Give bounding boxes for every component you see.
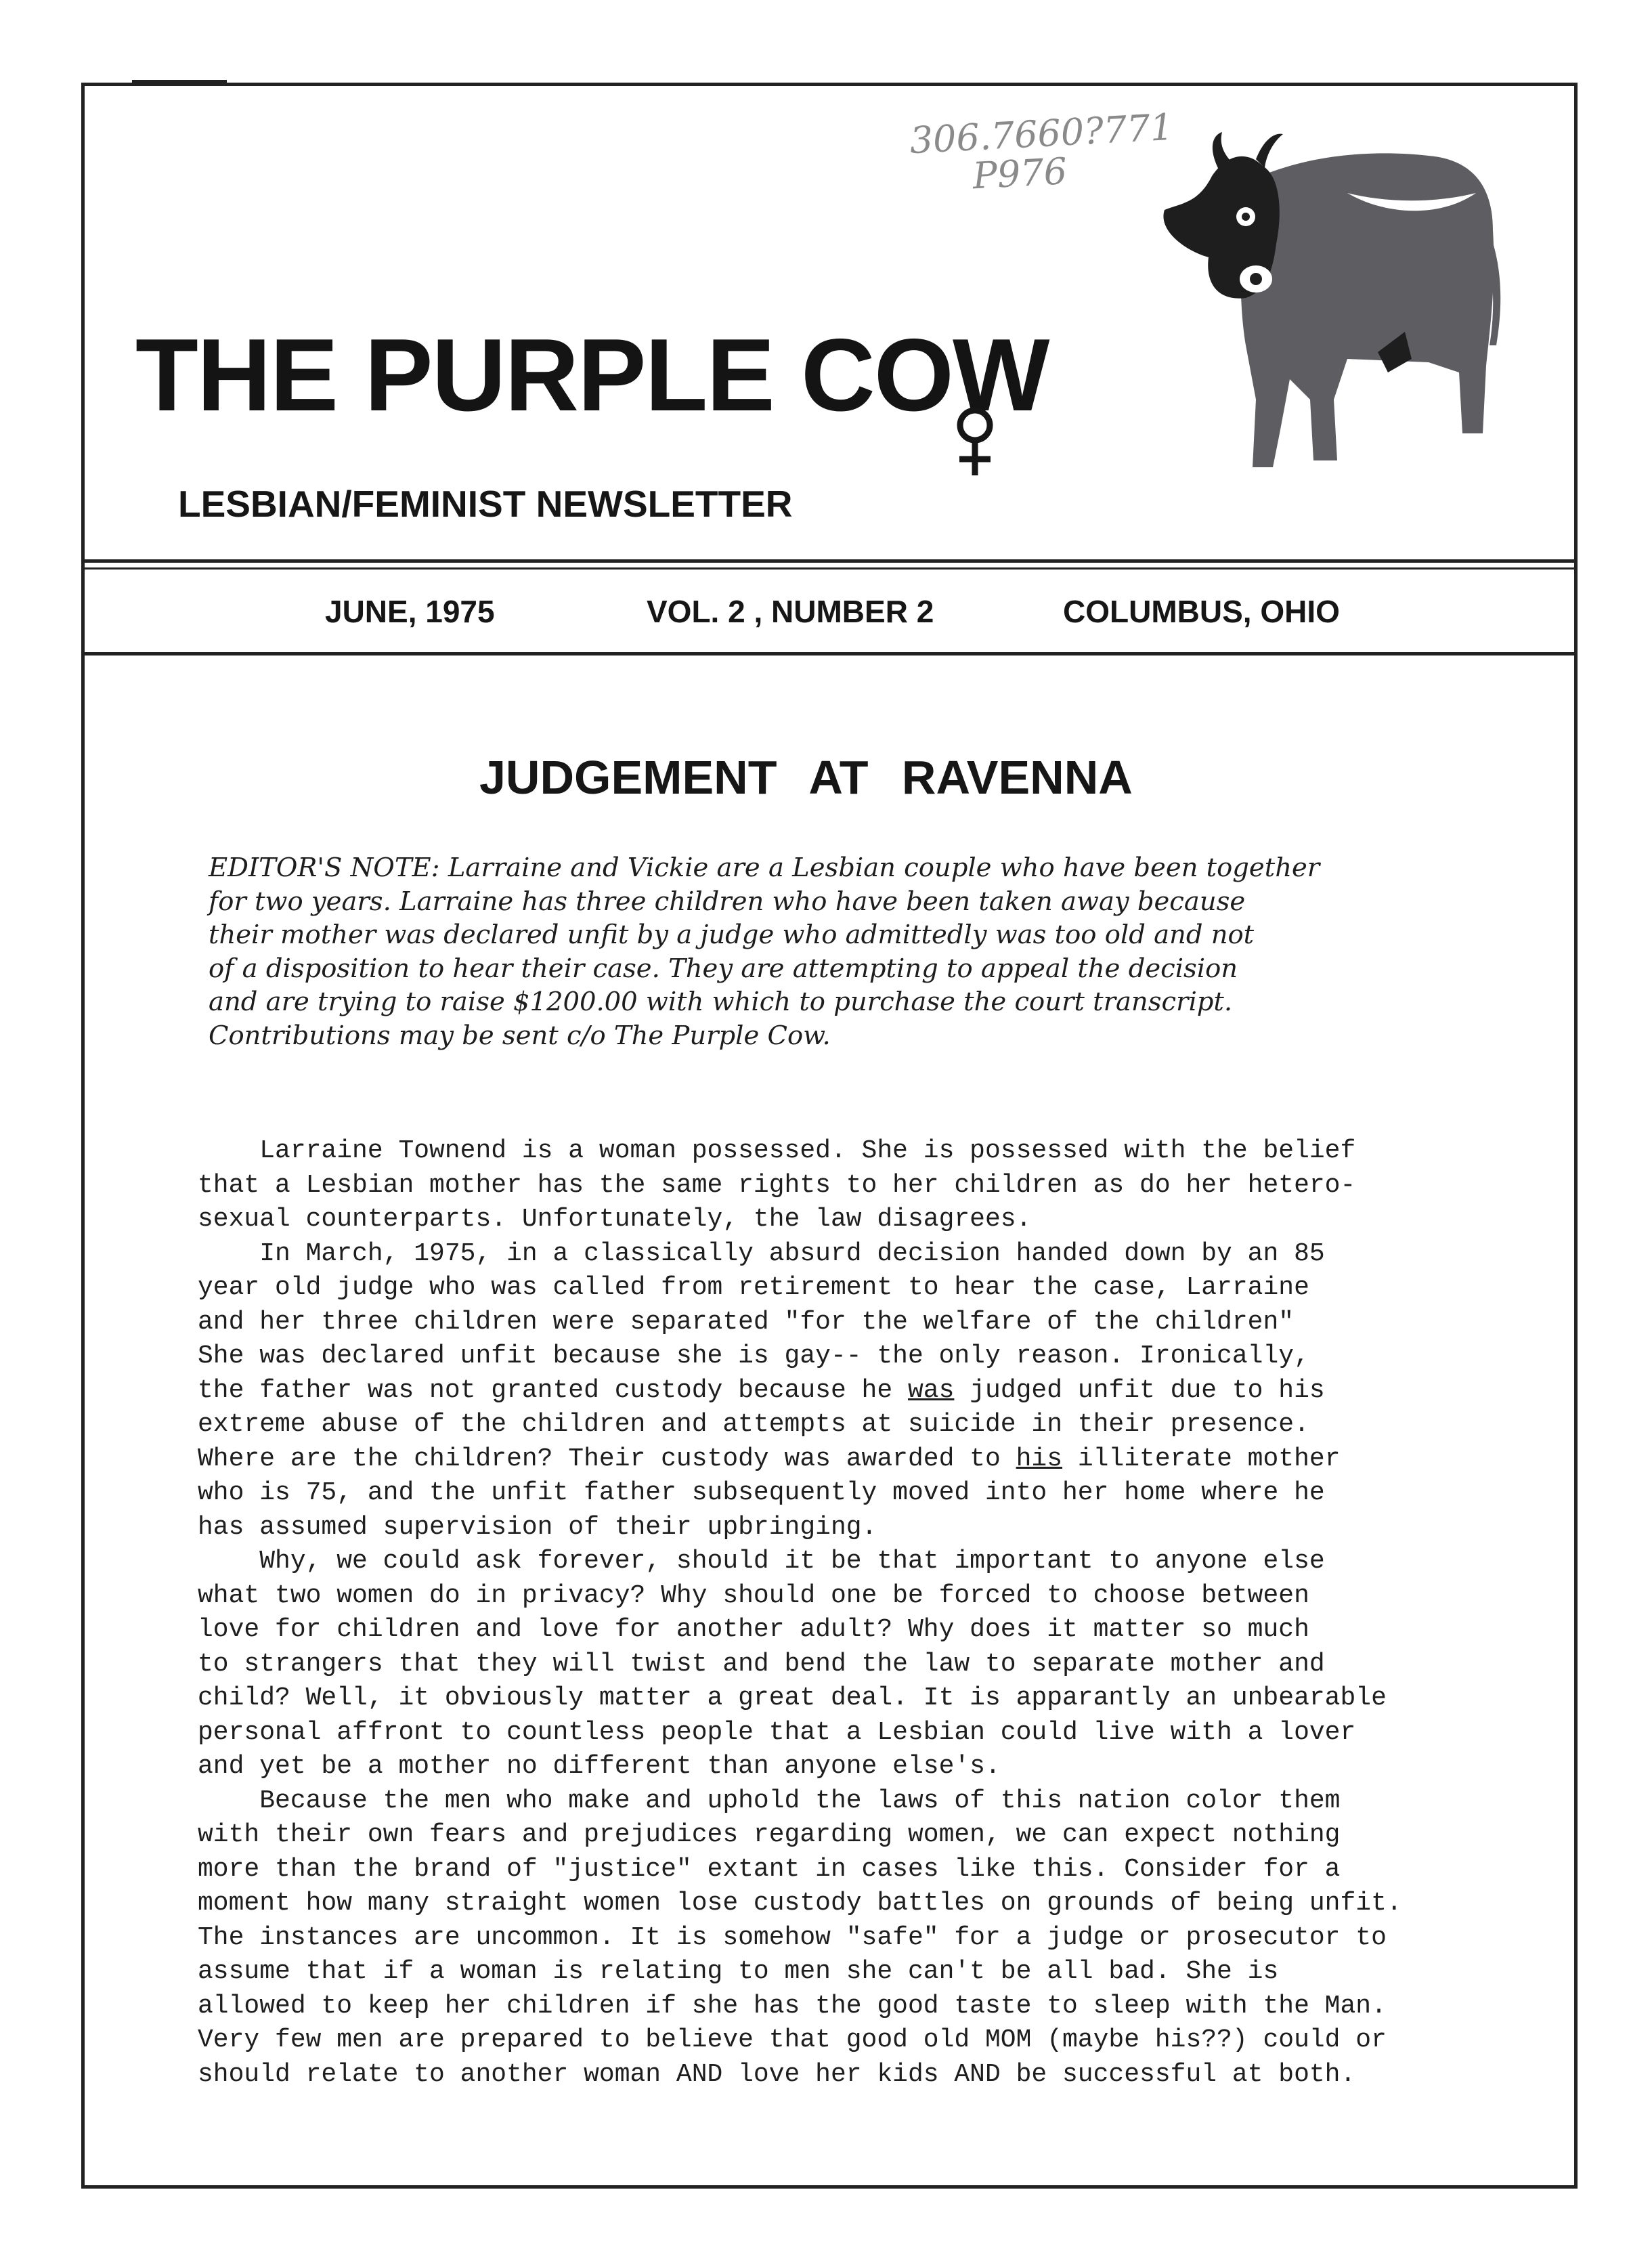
body-text-run: judged unfit due to his xyxy=(954,1375,1325,1405)
editors-note-line: Contributions may be sent c/o The Purple Cow. xyxy=(209,1020,831,1051)
body-line: who is 75, and the unfit father subsequently moved into her home where he xyxy=(198,1478,1325,1507)
body-line: In March, 1975, in a classically absurd decision handed down by an 85 xyxy=(198,1239,1325,1268)
masthead-title: THE PURPLE COW xyxy=(135,318,1049,433)
issue-volume: VOL. 2 , NUMBER 2 xyxy=(647,594,934,629)
underlined-word: his xyxy=(1016,1444,1063,1474)
editors-note-line: their mother was declared unfit by a judge who admittedly was too old and not xyxy=(209,920,1255,950)
body-line: allowed to keep her children if she has the good taste to sleep with the Man. xyxy=(198,1991,1387,2021)
body-line: with their own fears and prejudices regarding women, we can expect nothing xyxy=(198,1820,1341,1849)
body-line: child? Well, it obviously matter a great deal. It is apparantly an unbearable xyxy=(198,1683,1387,1713)
body-line: should relate to another woman AND love her kids AND be successful at both. xyxy=(198,2059,1356,2089)
editors-note-line: of a disposition to hear their case. They are attempting to appeal the decision xyxy=(209,953,1238,984)
underlined-word: was xyxy=(907,1375,955,1405)
article-headline: JUDGEMENT AT RAVENNA xyxy=(479,751,1133,804)
body-line: personal affront to countless people that a Lesbian could live with a lover xyxy=(198,1717,1356,1747)
body-line xyxy=(198,1374,1518,1409)
body-line: what two women do in privacy? Why should one be forced to choose between xyxy=(198,1581,1309,1610)
body-line: and yet be a mother no different than anyone else's. xyxy=(198,1752,1001,1781)
body-line: moment how many straight women lose custody battles on grounds of being unfit. xyxy=(198,1889,1402,1918)
body-line: to strangers that they will twist and bend the law to separate mother and xyxy=(198,1649,1325,1679)
body-line: Very few men are prepared to believe that good old MOM (maybe his??) could or xyxy=(198,2025,1387,2055)
body-line: She was declared unfit because she is gay-- the only reason. Ironically, xyxy=(198,1341,1309,1371)
issue-place: COLUMBUS, OHIO xyxy=(1063,594,1340,629)
venus-icon xyxy=(944,405,1005,479)
body-line: has assumed supervision of their upbringing. xyxy=(198,1512,877,1542)
masthead-rule xyxy=(81,559,1578,563)
masthead-rule-thin xyxy=(81,567,1578,569)
body-line: assume that if a woman is relating to men she can't be all bad. She is xyxy=(198,1957,1279,1986)
body-line: Larraine Townend is a woman possessed. She is possessed with the belief xyxy=(198,1136,1356,1165)
article-body xyxy=(198,1134,1518,2092)
body-line: that a Lesbian mother has the same rights to her children as do her hetero- xyxy=(198,1170,1356,1200)
body-line: more than the brand of "justice" extant in cases like this. Consider for a xyxy=(198,1854,1341,1884)
editors-note-line: EDITOR'S NOTE: Larraine and Vickie are a Lesbian couple who have been together xyxy=(209,853,1320,883)
issue-rule xyxy=(81,652,1578,655)
body-line: love for children and love for another adult? Why does it matter so much xyxy=(198,1615,1309,1644)
corner-mark xyxy=(132,80,227,85)
body-line: sexual counterparts. Unfortunately, the law disagrees. xyxy=(198,1205,1032,1234)
body-line: extreme abuse of the children and attempts at suicide in their presence. xyxy=(198,1410,1309,1439)
editors-note xyxy=(209,851,1508,1052)
editors-note-line: and are trying to raise $1200.00 with which to purchase the court transcript. xyxy=(209,987,1233,1017)
cow-icon xyxy=(1144,129,1523,474)
body-line: The instances are uncommon. It is somehow "safe" for a judge or prosecutor to xyxy=(198,1922,1387,1952)
body-text-run: illiterate mother xyxy=(1062,1444,1341,1474)
body-line: year old judge who was called from retirement to hear the case, Larraine xyxy=(198,1273,1309,1302)
call-number-annotation xyxy=(909,105,1176,199)
masthead-subtitle: LESBIAN/FEMINIST NEWSLETTER xyxy=(178,483,793,525)
editors-note-line: for two years. Larraine has three children who have been taken away because xyxy=(209,886,1246,917)
call-number-line-2: P976 xyxy=(971,149,1068,198)
call-number-line-1: 306.7660?771 xyxy=(909,105,1175,163)
issue-date: JUNE, 1975 xyxy=(325,594,495,629)
body-text-run: the father was not granted custody because he xyxy=(198,1375,908,1405)
body-line xyxy=(198,1442,1518,1477)
body-line: and her three children were separated "for the welfare of the children" xyxy=(198,1307,1295,1337)
body-line: Because the men who make and uphold the laws of this nation color them xyxy=(198,1786,1341,1815)
body-text-run: Where are the children? Their custody was awarded to xyxy=(198,1444,1016,1474)
body-line: Why, we could ask forever, should it be that important to anyone else xyxy=(198,1547,1325,1576)
